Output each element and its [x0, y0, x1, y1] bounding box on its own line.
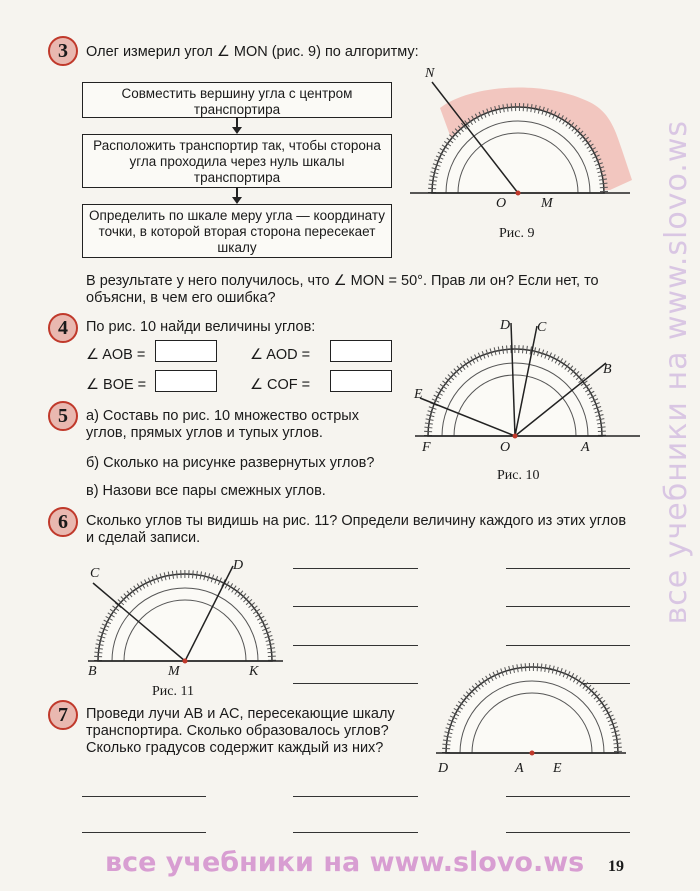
angle-aod-label: ∠ AOD = [250, 347, 311, 363]
label-c: C [537, 320, 547, 335]
label-e: E [414, 387, 423, 402]
task-5-a: а) Составь по рис. 10 множество острых углов, прямых углов и тупых углов. [86, 408, 359, 441]
figure-7 [436, 660, 636, 760]
answer-line[interactable] [506, 606, 630, 607]
label-e-7: E [553, 761, 562, 776]
answer-line[interactable] [293, 796, 418, 797]
arrow-1-head [232, 127, 242, 134]
label-d-7: D [438, 761, 449, 776]
algorithm-step-2: Расположить транспортир так, чтобы сторона угла проходила через нуль шкалы транспортира [82, 134, 392, 188]
label-o: O [496, 196, 507, 211]
angle-cof-label: ∠ COF = [250, 377, 311, 393]
answer-line[interactable] [293, 683, 418, 684]
answer-line[interactable] [506, 568, 630, 569]
arrow-2-head [232, 197, 242, 204]
angle-aob-label: ∠ AOB = [86, 347, 146, 363]
task-3-intro: Олег измерил угол ∠ MON (рис. 9) по алгоритму: [86, 44, 419, 60]
label-c-11: C [90, 566, 100, 581]
algorithm-step-3: Определить по шкале меру угла — координату точки, в которой вторая сторона пересекает шкалу [82, 204, 392, 258]
watermark-bottom: все учебники на www.slovo.ws [105, 847, 585, 878]
label-d: D [500, 318, 511, 333]
label-b-11: B [88, 664, 97, 679]
answer-line[interactable] [293, 645, 418, 646]
protractor-11 [98, 574, 272, 661]
task-4-text: По рис. 10 найди величины углов: [86, 319, 316, 335]
algorithm-step-1: Совместить вершину угла с центром транспортира [82, 82, 392, 118]
answer-line[interactable] [82, 796, 206, 797]
answer-line[interactable] [506, 796, 630, 797]
label-f: F [422, 440, 431, 455]
angle-aod-answer[interactable] [330, 340, 392, 362]
answer-line[interactable] [506, 832, 630, 833]
figure-11 [88, 558, 288, 668]
label-m: M [541, 196, 553, 211]
label-b: B [603, 362, 612, 377]
label-d-11: D [233, 558, 244, 573]
label-a-7: A [515, 761, 524, 776]
angle-aob-answer[interactable] [155, 340, 217, 362]
task-3-number: 3 [48, 36, 78, 66]
figure-9-caption: Рис. 9 [499, 226, 535, 241]
label-a: A [581, 440, 590, 455]
label-n: N [425, 66, 435, 81]
angle-boe-answer[interactable] [155, 370, 217, 392]
figure-10-caption: Рис. 10 [497, 468, 540, 483]
answer-line[interactable] [506, 645, 630, 646]
task-5-b: б) Сколько на рисунке развернутых углов? [86, 455, 375, 471]
answer-line[interactable] [82, 832, 206, 833]
task-6-text: Сколько углов ты видишь на рис. 11? Определи величину каждого из этих углов и сделай записи. [86, 513, 627, 546]
label-k-11: K [249, 664, 259, 679]
figure-10 [410, 318, 650, 458]
figure-11-caption: Рис. 11 [152, 684, 194, 699]
answer-line[interactable] [293, 606, 418, 607]
angle-boe-label: ∠ BOE = [86, 377, 147, 393]
angle-cof-answer[interactable] [330, 370, 392, 392]
task-5-c: в) Назови все пары смежных углов. [86, 483, 326, 499]
answer-line[interactable] [293, 568, 418, 569]
task-6-number: 6 [48, 507, 78, 537]
label-o-10: O [500, 440, 511, 455]
label-m-11: M [168, 664, 180, 679]
task-7-number: 7 [48, 700, 78, 730]
answer-line[interactable] [293, 832, 418, 833]
task-3-question: В результате у него получилось, что ∠ MON = 50°. Прав ли он? Если нет, то объясни, в чем его ошибка? [86, 273, 599, 306]
watermark-side: все учебники на www.slovo.ws [659, 120, 694, 625]
task-4-number: 4 [48, 313, 78, 343]
task-5-number: 5 [48, 401, 78, 431]
page-number: 19 [608, 858, 624, 875]
task-7-text: Проведи лучи AB и AC, пересекающие шкалу транспортира. Сколько образовалось углов? Сколько градусов содержит каждый из них? [86, 706, 395, 756]
protractor-7 [446, 667, 618, 753]
